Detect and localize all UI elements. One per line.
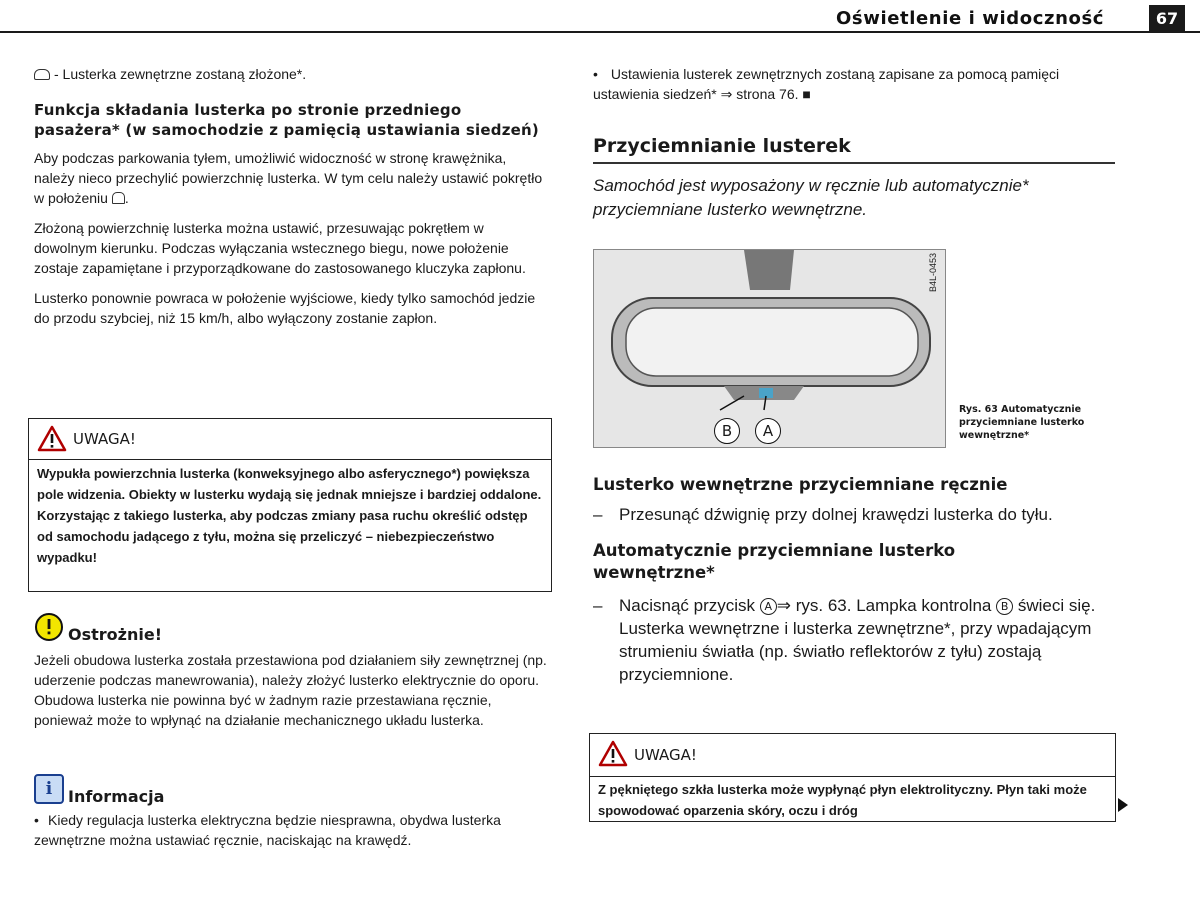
- manual-heading: Lusterko wewnętrzne przyciemniane ręcznie: [593, 475, 1008, 494]
- info-label: Informacja: [68, 787, 165, 806]
- header-rule: [0, 31, 1200, 33]
- dash-marker: –: [593, 596, 603, 615]
- fold-heading: Funkcja składania lusterka po stronie przedniego pasażera* (w samochodzie z pamięcią ustawiania siedzeń): [34, 101, 539, 139]
- info-text: [34, 810, 550, 850]
- end-square-icon: ■: [802, 86, 811, 102]
- caution-label: Ostrożnie!: [68, 625, 162, 644]
- page-number: 67: [1149, 5, 1185, 33]
- warning-label-right: UWAGA!: [634, 746, 697, 764]
- auto-step: [593, 594, 1119, 686]
- warning-box-right: [589, 733, 1116, 822]
- fold-paragraph-1: Aby podczas parkowania tyłem, umożliwić widoczność w stronę krawężnika, należy nieco przechylić powierzchnię lusterka. W tym celu należy ustawić pokrętło w położeniu .: [34, 150, 543, 206]
- info-block: [34, 774, 550, 850]
- mirror-fold-icon: [34, 69, 50, 80]
- memory-bullet-text: Ustawienia lusterek zewnętrznych zostaną zapisane za pomocą pamięci ustawienia siedzeń* ⇒ strona 76.: [593, 66, 1060, 102]
- fold-intro: [34, 64, 550, 86]
- fold-paragraph-1-text: Aby podczas parkowania tyłem, umożliwić widoczność w stronę krawężnika, należy nieco przechylić powierzchnię lusterka. W tym celu należy ustawić pokrętło w położeniu: [34, 150, 543, 206]
- caution-exclamation-icon: [34, 612, 64, 642]
- fold-paragraph-3: Lusterko ponownie powraca w położenie wyjściowe, kiedy tylko samochód jedzie do przodu szybciej, niż 15 km/h, albo wyłączony zostanie zapłon.: [34, 290, 536, 326]
- dash-marker: –: [593, 505, 603, 524]
- auto-step-text-2: ⇒ rys. 63. Lampka kontrolna: [776, 596, 992, 615]
- callout-b: B: [714, 418, 740, 444]
- auto-heading: Automatycznie przyciemniane lusterko wewnętrzne*: [593, 541, 956, 582]
- fold-paragraph-2: Złożoną powierzchnię lusterka można ustawić, przesuwając pokrętłem w dowolnym kierunku. Podczas wyłączania wstecznego biegu, nowe położenie zostaje zapamiętane i przyporządkowane do zastosowanego kluczyka zapłonu.: [34, 220, 526, 276]
- memory-bullet: [593, 64, 1115, 104]
- caution-block: [34, 612, 550, 730]
- warning-text-right: Z pękniętego szkła lusterka może wypłynąć płyn elektrolityczny. Płyn taki może spowodować oparzenia skóry, oczu i dróg: [598, 782, 1087, 818]
- section-rule: [593, 162, 1115, 164]
- continue-arrow-icon: [1118, 798, 1128, 812]
- mirror-tilt-icon: [112, 192, 125, 204]
- callout-a: A: [755, 418, 781, 444]
- bullet-dot: •: [593, 66, 598, 82]
- manual-step: [593, 503, 1099, 526]
- figure-caption: Rys. 63 Automatycznie przyciemniane lusterko wewnętrzne*: [959, 404, 1085, 441]
- section-title: Przyciemnianie lusterek: [593, 135, 851, 157]
- warning-text-left: Wypukła powierzchnia lusterka (konweksyjnego albo asferycznego*) powiększa pole widzenia. Obiekty w lusterku wydają się jednak mniejsze i bardziej oddalone. Korzystając z takiego lusterka, aby podczas zmiany pasa ruchu określić odstęp od samochodu jadącego z tyłu, można się przeliczyć – niebezpieczeństwo wypadku!: [37, 466, 542, 565]
- page-header-title: Oświetlenie i widoczność: [836, 8, 1105, 29]
- info-header: [34, 774, 550, 806]
- warning-header-left: [29, 419, 551, 460]
- right-column-top: [593, 64, 1115, 222]
- warning-label-left: UWAGA!: [73, 430, 136, 448]
- lamp-b-symbol: B: [996, 598, 1013, 615]
- button-a-symbol: A: [760, 598, 777, 615]
- caution-text: Jeżeli obudowa lusterka została przestawiona pod działaniem siły zewnętrznej (np. uderzenie podczas manewrowania), należy złożyć lusterko elektrycznie do oporu. Obudowa lusterka nie powinna być w żadnym razie przestawiana ręcznie, ponieważ może to wpłynąć na działanie mechanicznego układu lusterka.: [34, 652, 547, 728]
- caution-header: [34, 612, 550, 646]
- figure-code: B4L-0453: [928, 253, 938, 293]
- fold-intro-text: - Lusterka zewnętrzne zostaną złożone*.: [54, 66, 307, 82]
- auto-step-text-1: Nacisnąć przycisk: [619, 596, 756, 615]
- warning-header-right: [590, 734, 1115, 777]
- bullet-dot: •: [34, 812, 39, 828]
- right-column-bottom: [593, 474, 1115, 686]
- auto-step-text-3: świeci się. Lusterka wewnętrzne i lusterka zewnętrzne*, przy wpadającym strumieniu światła (np. światło reflektorów z tyłu) zostają przyciemnione.: [619, 596, 1096, 684]
- section-lead: Samochód jest wyposażony w ręcznie lub automatycznie* przyciemniane lusterko wewnętrzne.: [593, 176, 1029, 219]
- mirror-figure: [593, 249, 946, 448]
- info-icon: i: [34, 774, 64, 804]
- warning-triangle-icon: [37, 425, 67, 452]
- warning-box-left: [28, 418, 552, 592]
- info-text-body: Kiedy regulacja lusterka elektryczna będzie niesprawna, obydwa lusterka zewnętrzne można ustawiać ręcznie, naciskając na krawędź.: [34, 812, 501, 848]
- left-column: [34, 64, 550, 328]
- manual-step-text: Przesunąć dźwignię przy dolnej krawędzi lusterka do tyłu.: [619, 505, 1053, 524]
- warning-triangle-icon: [598, 740, 628, 767]
